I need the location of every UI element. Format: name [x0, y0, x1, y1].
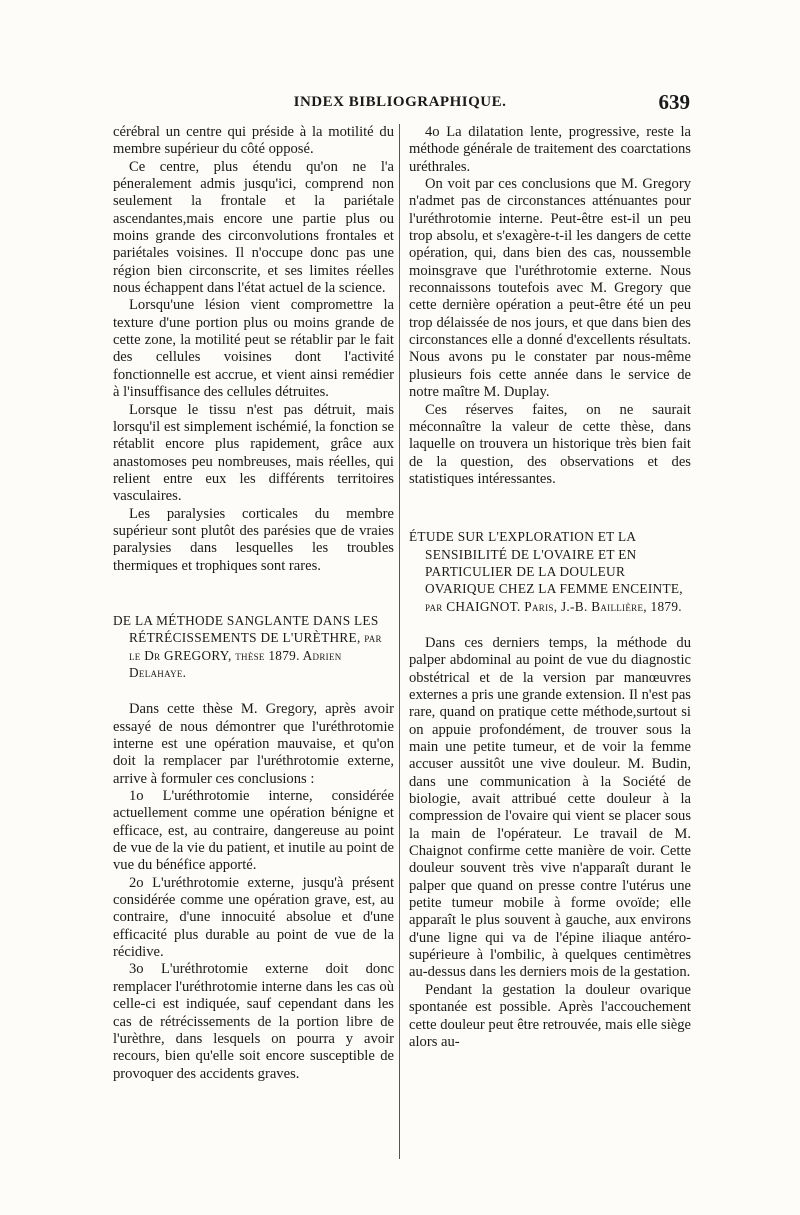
- paragraph: 1o L'uréthrotomie interne, considérée actuellement comme une opération bénigne et efficace, est, au contraire, dangereuse au point de vue de la vie du patient, et inutile au point de vue du bénéfice apporté.: [113, 788, 394, 874]
- paragraph: Dans ces derniers temps, la méthode du palper abdominal au point de vue du diagnostic obstétrical et de la version par manœuvres externes a pris une grande extension. Il n'est pas rare, quand on pratique cette méthode,surtout si on appuie profondément, de trouver sous la main une petite tumeur, et de voir la femme accuser aussitôt une vive douleur. M. Budin, dans une communication à la Société de biologie, avait attribué cette douleur à la compression de l'ovaire qui vient se placer sous la main de l'opérateur. Le travail de M. Chaignot confirme cette manière de voir. Cette douleur souvent très vive n'apparaît durant le palper que quand on presse contre l'utérus une petite tumeur mobile à forme ovoïde; elle apparaît le plus souvent à gauche, aux environs d'une ligne qui va de l'épine iliaque antéro-supérieure à l'ombilic, à quelques centimètres au-dessus dans les derniers mois de la gestation.: [409, 634, 691, 981]
- section-title: ÉTUDE SUR L'EXPLORATION ET LA SENSIBILITÉ DE L'OVAIRE ET EN PARTICULIER DE LA DOULEUR OVARIQUE CHEZ LA FEMME ENCEINTE, par CHAIGNOT. Paris, J.-B. Baillière, 1879.: [409, 529, 683, 614]
- running-title: INDEX BIBLIOGRAPHIQUE.: [293, 94, 507, 110]
- paragraph: 2o L'uréthrotomie externe, jusqu'à présent considérée comme une opération grave, est, au contraire, d'une innocuité absolue et d'une efficacité plus durable au point de vue de la récidive.: [113, 874, 394, 961]
- paragraph: 4o La dilatation lente, progressive, reste la méthode générale de traitement des coarctations uréthrales.: [409, 124, 691, 175]
- left-column: [113, 124, 394, 1083]
- paragraph: cérébral un centre qui préside à la motilité du membre supérieur du côté opposé.: [113, 124, 394, 158]
- paragraph: Ce centre, plus étendu qu'on ne l'a péneralement admis jusqu'ici, comprend non seulement la frontale et la pariétale ascendantes,mais encore une partie plus ou moins grande des circonvolutions frontales et pariétales voisines. Il n'occupe donc pas une région bien circonscrite, et ses limites réelles nous échappent dans l'état actuel de la science.: [113, 158, 394, 297]
- paragraph: Lorsqu'une lésion vient compromettre la texture d'une portion plus ou moins grande de cette zone, la motilité peut se rétablir par le fait des cellules voisines dont l'activité fonctionnelle est accrue, et vient ainsi remédier à l'insuffisance des cellules détruites.: [113, 297, 394, 401]
- paragraph: Les paralysies corticales du membre supérieur sont plutôt des parésies que de vraies paralysies dans lesquelles les troubles thermiques et trophiques sont rares.: [113, 505, 394, 574]
- section-title: DE LA MÉTHODE SANGLANTE DANS LES RÉTRÉCISSEMENTS DE L'URÈTHRE, par le Dr GREGORY, thèse 1879. Adrien Delahaye.: [113, 612, 382, 680]
- paragraph: Dans cette thèse M. Gregory, après avoir essayé de nous démontrer que l'uréthrotomie interne est une opération mauvaise, et qu'on doit la remplacer par l'uréthrotomie externe, arrive à formuler ces conclusions :: [113, 701, 394, 787]
- page-header: [110, 90, 690, 120]
- paragraph: Ces réserves faites, on ne saurait méconnaître la valeur de cette thèse, dans laquelle on trouvera un historique très bien fait de la question, des observations et des statistiques intéressantes.: [409, 401, 691, 487]
- paragraph: Lorsque le tissu n'est pas détruit, mais lorsqu'il est simplement ischémié, la fonction se rétablit encore plus rapidement, grâce aux anastomoses peu nombreuses, mais réelles, qui relient entre eux les différents territoires vasculaires.: [113, 401, 394, 505]
- page-number: 639: [658, 90, 690, 114]
- right-column: [409, 124, 691, 1051]
- paragraph: Pendant la gestation la douleur ovarique spontanée est possible. Après l'accouchement cette douleur peut être retrouvée, mais elle siège alors au-: [409, 981, 692, 1050]
- paragraph: 3o L'uréthrotomie externe doit donc remplacer l'uréthrotomie interne dans les cas où celle-ci est indiquée, sauf cependant dans les cas de rétrécissements de la portion libre de l'urèthre, dans lesquels on pourra y avoir recours, bien qu'elle soit encore susceptible de provoquer des accidents graves.: [113, 961, 394, 1082]
- column-divider: [399, 124, 400, 1159]
- paragraph: On voit par ces conclusions que M. Gregory n'admet pas de circonstances atténuantes pour l'uréthrotomie interne. Peut-être est-il un peu trop absolu, et s'exagère-t-il les dangers de cette opération, qui, dans bien des cas, noussemble moinsgrave que l'uréthrotomie externe. Nous reconnaissons toutefois avec M. Gregory que cette dernière opération a peut-être été un peu trop délaissée de nos jours, et que dans bien des circonstances elle a donné d'excellents résultats. Nous avons pu le constater par nous-même plusieurs fois cette année dans le service de notre maître M. Duplay.: [409, 176, 691, 401]
